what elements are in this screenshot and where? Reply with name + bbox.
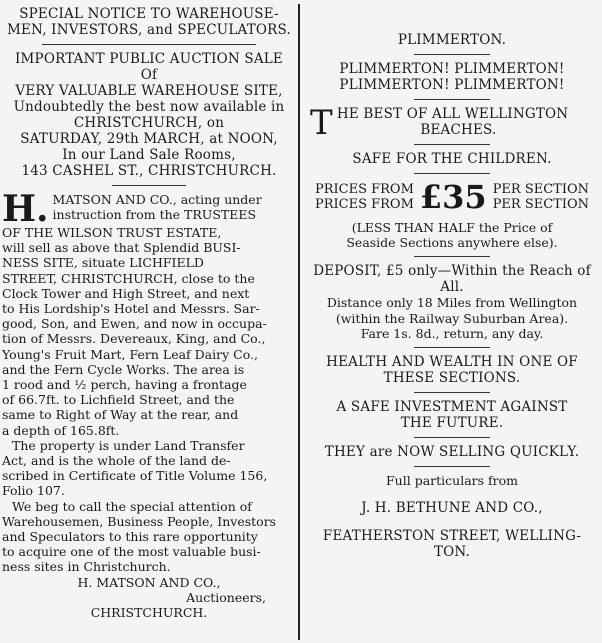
heading-line: SPECIAL NOTICE TO WAREHOUSE- xyxy=(19,6,279,22)
deposit-line: DEPOSIT, £5 only—Within the Reach of xyxy=(313,263,591,280)
price-amount: £35 xyxy=(419,178,487,216)
rule xyxy=(414,466,490,467)
body-line: Warehousemen, Business People, Investors xyxy=(2,513,277,529)
rule xyxy=(414,437,490,438)
detail-line: CHRISTCHURCH, on xyxy=(73,115,225,131)
body-line: Clock Tower and High Street, and next xyxy=(2,285,250,301)
safe-for-children: SAFE FOR THE CHILDREN. xyxy=(352,151,552,167)
deposit xyxy=(304,263,600,295)
body-line: tion of Messrs. Devereaux, King, and Co., xyxy=(2,331,266,347)
signature-line: Auctioneers, xyxy=(186,589,266,605)
deposit-line: All. xyxy=(440,279,464,296)
plimmerton-repeat xyxy=(304,61,600,93)
body-line: Folio 107. xyxy=(2,483,65,499)
investment-line: A SAFE INVESTMENT AGAINST xyxy=(336,399,568,416)
sale-title xyxy=(2,51,296,99)
rule xyxy=(112,185,186,186)
plimmerton-ad xyxy=(304,6,600,560)
per-section xyxy=(493,182,589,212)
notice-heading xyxy=(2,6,296,38)
distance-line: Distance only 18 Miles from Wellington xyxy=(326,295,578,311)
detail-line: Undoubtedly the best now available in xyxy=(13,99,285,115)
body-line: NESS SITE, situate LICHFIELD xyxy=(2,255,204,271)
body-line: Act, and is the whole of the land de- xyxy=(2,453,231,469)
best-beaches xyxy=(304,103,600,143)
selling-quickly: THEY are NOW SELLING QUICKLY. xyxy=(324,444,580,461)
signature-line: CHRISTCHURCH. xyxy=(90,605,208,621)
body-line: instruction from the TRUSTEES xyxy=(52,207,257,223)
rule xyxy=(414,54,490,55)
investment-line: THE FUTURE. xyxy=(400,415,504,432)
repeat-line: PLIMMERTON! PLIMMERTON! xyxy=(339,61,565,77)
rule xyxy=(414,173,490,174)
less-than-half xyxy=(304,220,600,250)
address-line: FEATHERSTON STREET, WELLING- xyxy=(322,528,582,545)
prices-from xyxy=(315,182,414,212)
body-line: The property is under Land Transfer xyxy=(12,437,245,453)
plimmerton-title: PLIMMERTON. xyxy=(397,32,507,48)
health-line: THESE SECTIONS. xyxy=(383,370,521,387)
prices-from-line: PRICES FROM xyxy=(314,182,414,197)
heading-line: MEN, INVESTORS, and SPECULATORS. xyxy=(6,22,292,38)
body-line: to acquire one of the most valuable busi- xyxy=(2,544,261,560)
body-line: Young's Fruit Mart, Fern Leaf Dairy Co., xyxy=(2,346,258,362)
rule xyxy=(414,256,490,257)
body-line: OF THE WILSON TRUST ESTATE, xyxy=(2,225,222,240)
agent-name: J. H. BETHUNE AND CO., xyxy=(361,500,543,517)
body-line: 1 rood and ½ perch, having a frontage xyxy=(2,377,247,393)
rule xyxy=(42,44,256,45)
best-line: BEACHES. xyxy=(420,122,497,138)
sale-title-line: IMPORTANT PUBLIC AUCTION SALE xyxy=(14,51,283,67)
body-line: good, Son, and Ewen, and now in occupa- xyxy=(2,316,267,332)
price-block xyxy=(304,180,600,214)
per-section-line: PER SECTION xyxy=(492,197,590,212)
drop-cap: H. xyxy=(2,188,49,230)
drop-cap: T xyxy=(310,103,333,143)
sale-title-line: Of xyxy=(140,67,158,83)
safe-investment xyxy=(304,399,600,431)
sale-details xyxy=(2,99,296,179)
body-line: to His Lordship's Hotel and Messrs. Sar- xyxy=(2,301,260,317)
repeat-line: PLIMMERTON! PLIMMERTON! xyxy=(339,77,565,93)
body-line: MATSON AND CO., acting under xyxy=(52,192,262,207)
signature-line: H. MATSON AND CO., xyxy=(77,574,221,590)
detail-line: In our Land Sale Rooms, xyxy=(62,147,236,163)
warehouse-auction-ad xyxy=(2,6,296,620)
health-line: HEALTH AND WEALTH IN ONE OF xyxy=(326,354,578,371)
body-line: and the Fern Cycle Works. The area is xyxy=(2,361,245,377)
body-line: We beg to call the special attention of xyxy=(12,498,252,514)
less-than-line: (LESS THAN HALF the Price of xyxy=(351,220,553,235)
distance xyxy=(304,295,600,341)
prices-from-line: PRICES FROM xyxy=(314,197,414,212)
property-description xyxy=(2,188,296,575)
health-wealth xyxy=(304,354,600,386)
per-section-line: PER SECTION xyxy=(492,182,590,197)
distance-line: Fare 1s. 8d., return, any day. xyxy=(360,325,544,341)
sale-title-line: VERY VALUABLE WAREHOUSE SITE, xyxy=(15,83,283,99)
body-line: scribed in Certificate of Title Volume 156, xyxy=(2,468,268,484)
body-line: a depth of 165.8ft. xyxy=(2,422,120,438)
body-line: will sell as above that Splendid BUSI- xyxy=(2,240,241,256)
agent-address xyxy=(304,528,600,560)
rule xyxy=(414,347,490,348)
column-divider xyxy=(298,4,300,640)
body-line: same to Right of Way at the rear, and xyxy=(2,407,239,423)
auctioneer-signature xyxy=(2,575,296,621)
body-line: STREET, CHRISTCHURCH, close to the xyxy=(2,270,255,286)
rule xyxy=(414,392,490,393)
detail-line: SATURDAY, 29th MARCH, at NOON, xyxy=(20,131,278,147)
address-line: TON. xyxy=(433,544,471,561)
full-particulars: Full particulars from xyxy=(386,473,518,489)
body-line: and Speculators to this rare opportunity xyxy=(2,529,258,545)
detail-line: 143 CASHEL ST., CHRISTCHURCH. xyxy=(21,163,277,179)
less-than-line: Seaside Sections anywhere else). xyxy=(346,235,558,251)
distance-line: (within the Railway Suburban Area). xyxy=(335,310,569,326)
body-line: of 66.7ft. to Lichfield Street, and the xyxy=(2,392,235,408)
rule xyxy=(414,144,490,145)
best-line: HE BEST OF ALL WELLINGTON xyxy=(336,106,569,122)
body-line: ness sites in Christchurch. xyxy=(2,559,171,575)
rule xyxy=(414,99,490,100)
